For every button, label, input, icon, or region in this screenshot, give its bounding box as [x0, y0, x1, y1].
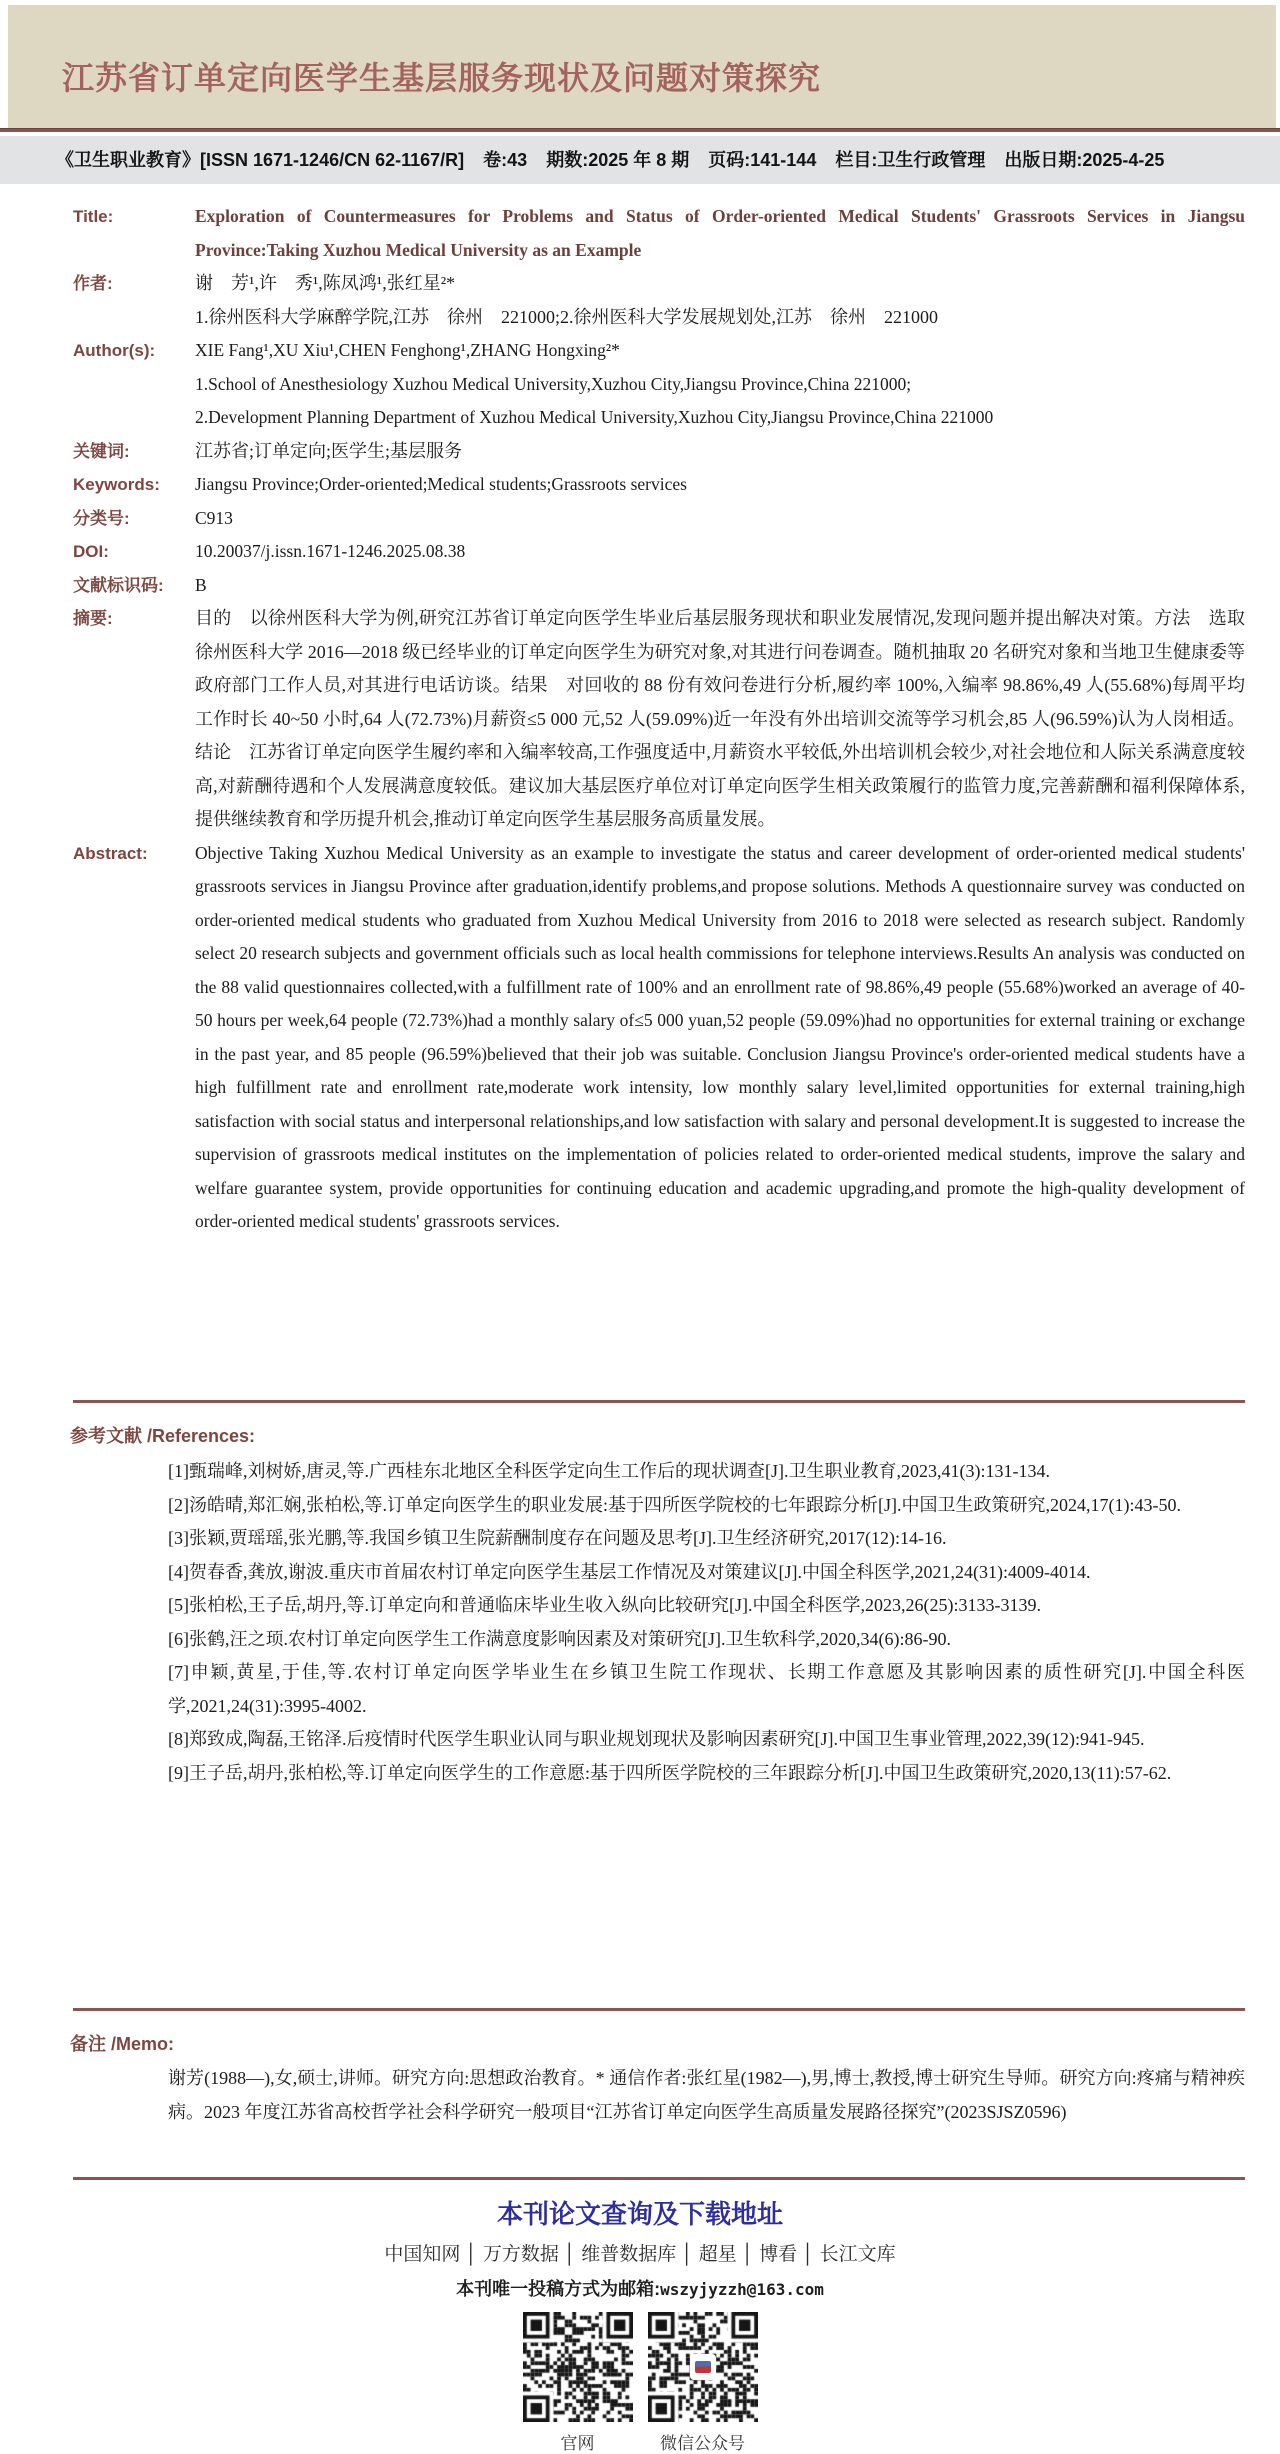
reference-item: [7]申颖,黄星,于佳,等.农村订单定向医学毕业生在乡镇卫生院工作现状、长期工作意愿及其影响因素的质性研究[J].中国全科医学,2021,24(31):3995-4002. — [168, 1662, 1245, 1716]
reference-item: [1]甄瑞峰,刘树娇,唐灵,等.广西桂东北地区全科医学定向生工作后的现状调查[J].卫生职业教育,2023,41(3):131-134. — [168, 1461, 1050, 1481]
references-heading: 参考文献 /References: — [70, 1426, 256, 1446]
reference-item: [9]王子岳,胡丹,张柏松,等.订单定向医学生的工作意愿:基于四所医学院校的三年跟踪分析[J].中国卫生政策研究,2020,13(11):57-62. — [168, 1762, 1172, 1783]
meta-row-affiliation-cn — [73, 301, 1245, 335]
field-value-authors-en: XIE Fang¹,XU Xiu¹,CHEN Fenghong¹,ZHANG Hongxing²* — [195, 340, 620, 360]
field-label-classification: 分类号: — [73, 508, 130, 528]
field-label-title: Title: — [73, 207, 114, 226]
field-value-classification: C913 — [195, 507, 233, 528]
qr-row — [0, 2312, 1280, 2454]
submission-email: wszyjyzzh@163.com — [660, 2280, 824, 2299]
journal-volume: 卷:43 — [483, 150, 528, 170]
submission-prefix: 本刊唯一投稿方式为邮箱: — [456, 2279, 661, 2299]
article-metadata — [73, 200, 1245, 1239]
meta-row-affiliation-en-1 — [73, 368, 1245, 402]
meta-row-doi — [73, 535, 1245, 569]
field-value-affiliation-en-1: 1.School of Anesthesiology Xuzhou Medical University,Xuzhou City,Jiangsu Province,China 221000; — [195, 373, 912, 394]
field-label-authors-cn: 作者: — [73, 274, 113, 293]
meta-row-affiliation-en-2 — [73, 401, 1245, 435]
meta-row-title — [73, 200, 1245, 267]
reference-item: [4]贺春香,龚放,谢波.重庆市首届农村订单定向医学生基层工作情况及对策建议[J].中国全科医学,2021,24(31):4009-4014. — [168, 1561, 1091, 1582]
field-label-authors-en: Author(s): — [73, 341, 156, 360]
banner-divider — [0, 128, 1280, 132]
reference-item: [2]汤皓晴,郑汇娴,张柏松,等.订单定向医学生的职业发展:基于四所医学院校的七年跟踪分析[J].中国卫生政策研究,2024,17(1):43-50. — [168, 1494, 1181, 1515]
meta-row-document-code — [73, 569, 1245, 603]
meta-row-keywords-cn — [73, 435, 1245, 469]
field-value-doi: 10.20037/j.issn.1671-1246.2025.08.38 — [195, 541, 466, 561]
journal-banner — [8, 5, 1276, 128]
memo-text: 谢芳(1988—),女,硕士,讲师。研究方向:思想政治教育。* 通信作者:张红星(1982—),男,博士,教授,博士研究生导师。研究方向:疼痛与精神疾病。2023 年度江苏省高校哲学社会科学研究一般项目“江苏省订单定向医学生高质量发展路径探究”(2023SJSZ0596) — [168, 2068, 1245, 2122]
qr-item-wechat — [648, 2312, 758, 2454]
journal-column: 栏目:卫生行政管理 — [835, 150, 986, 170]
references-list — [168, 1455, 1245, 1790]
meta-row-abstract-en — [73, 837, 1245, 1239]
field-value-keywords-en: Jiangsu Province;Order-oriented;Medical students;Grassroots services — [195, 474, 687, 494]
page-title: 江苏省订单定向医学生基层服务现状及问题对策探究 — [62, 60, 822, 96]
memo-heading: 备注 /Memo: — [70, 2034, 175, 2054]
field-value-abstract-en: Objective Taking Xuzhou Medical University as an example to investigate the status and career development of order-oriented medical students' grassroots services in Jiangsu Province after graduation,identify problems,and propose solutions. Methods A questionnaire survey was conducted on order-oriented medical students who graduated from Xuzhou Medical University from 2016 to 2018 were selected as research subject. Randomly select 20 research subjects and government officials such as local health commissions for telephone interviews.Results An analysis was conducted on the 88 valid questionnaires collected,with a fulfillment rate of 100% and an enrollment rate of 98.86%,49 people (55.68%)worked an average of 40-50 hours per week,64 people (72.73%)had a monthly salary of≤5 000 yuan,52 people (59.09%)had no opportunities for external training or exchange in the past year, and 85 people (96.59%)believed that their job was suitable. Conclusion Jiangsu Province's order-oriented medical students have a high fulfillment rate and enrollment rate,moderate work intensity, low monthly salary level,limited opportunities for external training,high satisfaction with social status and interpersonal relationships,and low satisfaction with salary and personal development.It is suggested to increase the supervision of grassroots medical institutes on the implementation of policies related to order-oriented medical students, improve the salary and welfare guarantee system, provide opportunities for continuing education and academic upgrading,and promote the high-quality development of order-oriented medical students' grassroots services. — [195, 842, 1245, 1231]
download-section-heading: 本刊论文查询及下载地址 — [496, 2199, 783, 2229]
field-value-document-code: B — [195, 574, 207, 595]
footer-divider — [73, 2177, 1245, 2180]
field-value-authors-cn: 谢 芳¹,许 秀¹,陈凤鸿¹,张红星²* — [195, 273, 456, 293]
journal-name-issn: 《卫生职业教育》[ISSN 1671-1246/CN 62-1167/R] — [56, 150, 465, 170]
reference-item: [8]郑致成,陶磊,王铭泽.后疫情时代医学生职业认同与职业规划现状及影响因素研究[J].中国卫生事业管理,2022,39(12):941-945. — [168, 1729, 1145, 1749]
qr-code-official-website — [523, 2312, 633, 2422]
journal-info-bar — [0, 136, 1280, 184]
field-value-title: Exploration of Countermeasures for Problems and Status of Order-oriented Medical Students' Grassroots Services in Jiangsu Province:Taking Xuzhou Medical University as an Example — [195, 206, 1245, 260]
qr-label-wechat: 微信公众号 — [660, 2434, 745, 2453]
reference-item: [3]张颖,贾瑶瑶,张光鹏,等.我国乡镇卫生院薪酬制度存在问题及思考[J].卫生经济研究,2017(12):14-16. — [168, 1528, 947, 1548]
meta-row-keywords-en — [73, 468, 1245, 502]
meta-row-classification — [73, 502, 1245, 536]
field-label-abstract-cn: 摘要: — [73, 609, 113, 628]
field-value-affiliation-cn: 1.徐州医科大学麻醉学院,江苏 徐州 221000;2.徐州医科大学发展规划处,江苏 徐州 221000 — [195, 306, 938, 327]
database-list: 中国知网 │ 万方数据 │ 维普数据库 │ 超星 │ 博看 │ 长江文库 — [384, 2244, 896, 2265]
field-label-abstract-en: Abstract: — [73, 843, 148, 863]
memo-divider — [73, 2008, 1245, 2011]
journal-issue: 期数:2025 年 8 期 — [546, 150, 690, 170]
field-label-document-code: 文献标识码: — [73, 575, 164, 595]
field-label-keywords-en: Keywords: — [73, 475, 160, 494]
qr-item-website — [523, 2312, 633, 2454]
reference-item: [5]张柏松,王子岳,胡丹,等.订单定向和普通临床毕业生收入纵向比较研究[J].中国全科医学,2023,26(25):3133-3139. — [168, 1595, 1041, 1615]
field-label-doi: DOI: — [73, 542, 109, 561]
field-label-keywords-cn: 关键词: — [73, 441, 130, 461]
field-value-affiliation-en-2: 2.Development Planning Department of Xuzhou Medical University,Xuzhou City,Jiangsu Province,China 221000 — [195, 407, 994, 427]
reference-item: [6]张鹤,汪之顼.农村订单定向医学生工作满意度影响因素及对策研究[J].卫生软科学,2020,34(6):86-90. — [168, 1628, 951, 1649]
submission-line — [0, 2275, 1280, 2301]
meta-row-authors-en — [73, 334, 1245, 368]
journal-pages: 页码:141-144 — [708, 150, 817, 170]
footer — [0, 2196, 1280, 2454]
references-divider — [73, 1400, 1245, 1403]
field-value-keywords-cn: 江苏省;订单定向;医学生;基层服务 — [195, 440, 463, 461]
journal-pub-date: 出版日期:2025-4-25 — [1004, 150, 1165, 170]
qr-label-website: 官网 — [560, 2434, 595, 2453]
field-value-abstract-cn: 目的 以徐州医科大学为例,研究江苏省订单定向医学生毕业后基层服务现状和职业发展情况,发现问题并提出解决对策。方法 选取徐州医科大学 2016—2018 级已经毕业的订单定向医学生为研究对象,对其进行问卷调查。随机抽取 20 名研究对象和当地卫生健康委等政府部门工作人员,对其进行电话访谈。结果 对回收的 88 份有效问卷进行分析,履约率 100%,入编率 98.86%,49 人(55.68%)每周平均工作时长 40~50 小时,64 人(72.73%)月薪资≤5 000 元,52 人(59.09%)近一年没有外出培训交流等学习机会,85 人(96.59%)认为人岗相适。结论 江苏省订单定向医学生履约率和入编率较高,工作强度适中,月薪资水平较低,外出培训机会较少,对社会地位和人际关系满意度较高,对薪酬待遇和个人发展满意度较低。建议加大基层医疗单位对订单定向医学生相关政策履行的监管力度,完善薪酬和福利保障体系,提供继续教育和学历提升机会,推动订单定向医学生基层服务高质量发展。 — [195, 608, 1245, 829]
qr-center-logo — [690, 2354, 716, 2380]
meta-row-authors-cn — [73, 267, 1245, 301]
meta-row-abstract-cn — [73, 602, 1245, 837]
